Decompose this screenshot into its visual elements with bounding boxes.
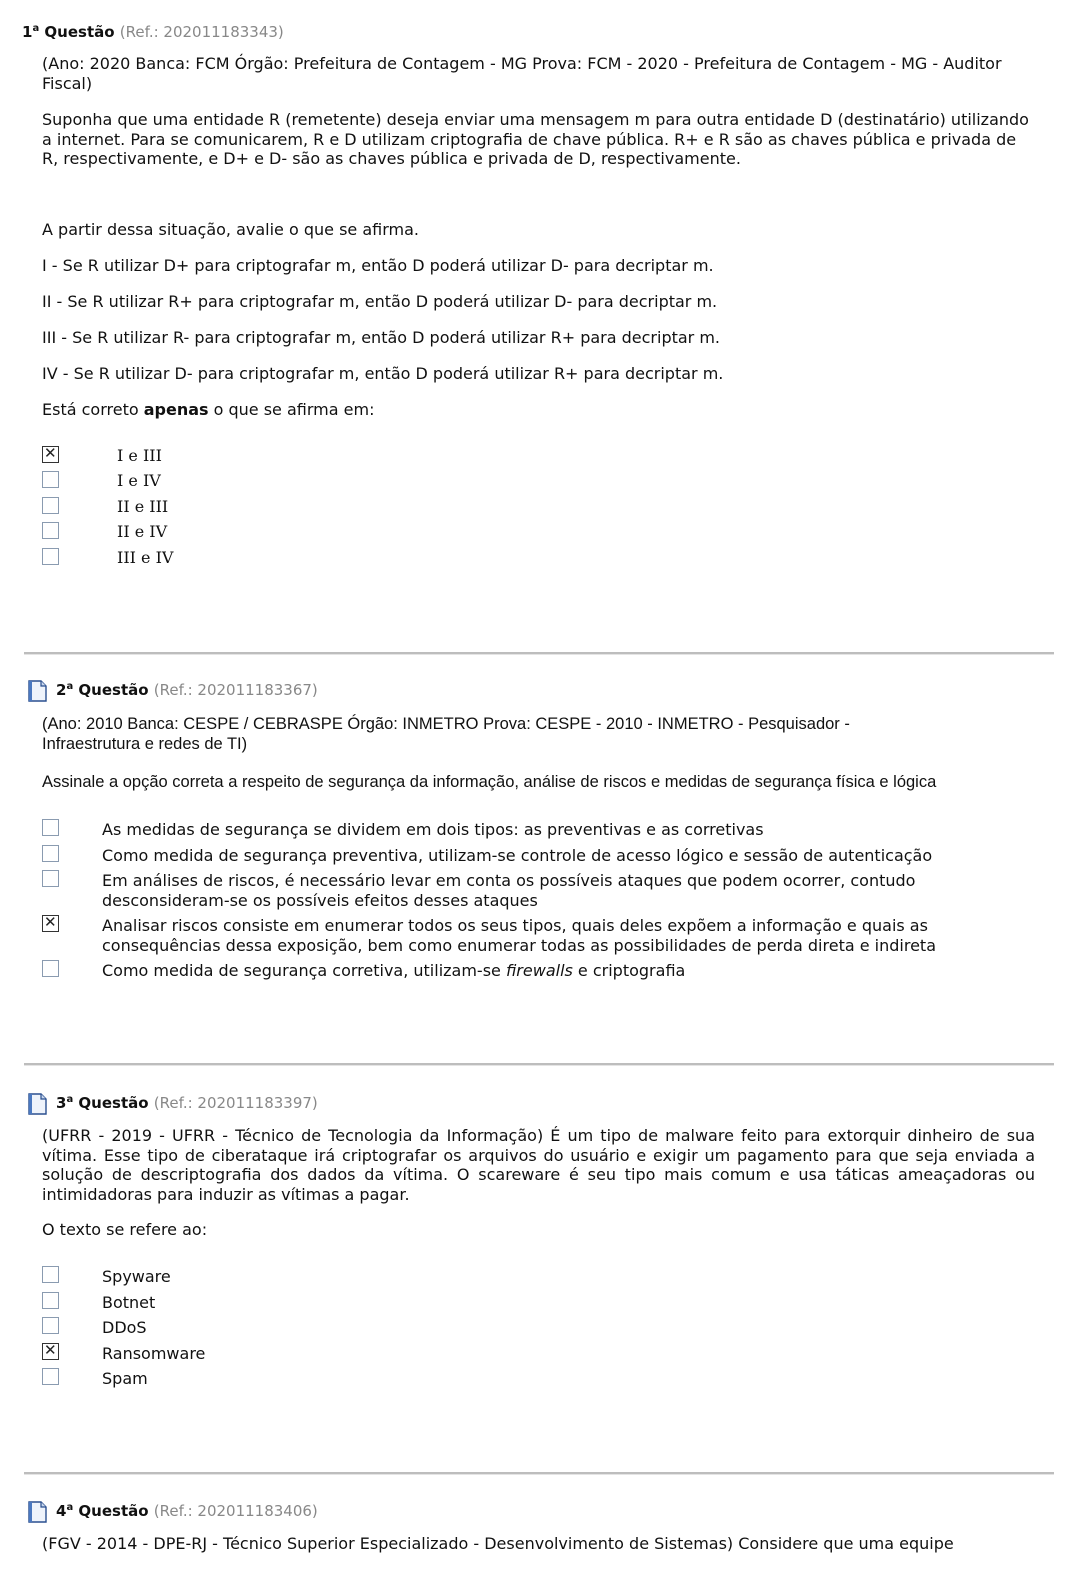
document-icon xyxy=(26,680,48,702)
question-2-option-4-label[interactable]: Analisar riscos consiste em enumerar todos os seus tipos, quais deles expõem a informação e quais as consequências dessa exposição, bem como enumerar todas as possibilidades de perda direta e indireta xyxy=(102,916,936,955)
question-1-option-3-checkbox[interactable] xyxy=(42,497,59,514)
question-1-instruction: A partir dessa situação, avalie o que se afirma. xyxy=(42,220,419,239)
question-3-option-1-label[interactable]: Spyware xyxy=(102,1267,171,1286)
question-3-option-5-checkbox[interactable] xyxy=(42,1368,59,1385)
question-1-assertion-4: IV - Se R utilizar D- para criptografar m, então D poderá utilizar R+ para decriptar m. xyxy=(42,364,724,383)
question-3-option-4-checkbox[interactable] xyxy=(42,1343,59,1360)
question-1-option-4-label[interactable]: II e IV xyxy=(117,522,168,541)
document-icon xyxy=(26,1501,48,1523)
question-3-option-2-checkbox[interactable] xyxy=(42,1292,59,1309)
question-3-instruction: O texto se refere ao: xyxy=(42,1220,208,1239)
question-1-statement: Suponha que uma entidade R (remetente) deseja enviar uma mensagem m para outra entidade D (destinatário) utilizando a internet. Para se comunicarem, R e D utilizam criptografia de chave pública. R+ e R são as chaves pública e privada de R, respectivamente, e D+ e D- são as chaves pública e privada de D, respectivamente. xyxy=(42,110,1029,168)
question-1-assertion-1: I - Se R utilizar D+ para criptografar m, então D poderá utilizar D- para decriptar m. xyxy=(42,256,714,275)
question-3-option-2-label[interactable]: Botnet xyxy=(102,1293,156,1312)
question-1-header: 1$^a$ Questão (Ref.: 202011183343) xyxy=(22,23,284,41)
question-3-option-5-label[interactable]: Spam xyxy=(102,1369,148,1388)
question-1-option-2-label[interactable]: I e IV xyxy=(117,471,161,490)
question-2-header: 2$^a$ Questão (Ref.: 202011183367) xyxy=(56,681,318,699)
question-4-header: 4$^a$ Questão (Ref.: 202011183406) xyxy=(56,1502,318,1520)
question-2-option-1-label[interactable]: As medidas de segurança se dividem em dois tipos: as preventivas e as corretivas xyxy=(102,820,764,839)
question-2-option-3-checkbox[interactable] xyxy=(42,870,59,887)
question-3-option-4-label[interactable]: Ransomware xyxy=(102,1344,206,1363)
question-2-option-3-label[interactable]: Em análises de riscos, é necessário levar em conta os possíveis ataques que podem ocorrer, contudo desconsideram-se os possíveis efeitos desses ataques xyxy=(102,871,916,910)
question-1-option-3-label[interactable]: II e III xyxy=(117,497,169,516)
question-2-ref: (Ref.: 202011183367) xyxy=(153,681,318,699)
question-2-source: (Ano: 2010 Banca: CESPE / CEBRASPE Órgão: INMETRO Prova: CESPE - 2010 - INMETRO - Pesquisador - Infraestrutura e redes de TI) xyxy=(42,715,850,753)
question-1-option-1-label[interactable]: I e III xyxy=(117,446,162,465)
question-1-option-5-checkbox[interactable] xyxy=(42,548,59,565)
question-1-option-5-label[interactable]: III e IV xyxy=(117,548,174,567)
question-3-ref: (Ref.: 202011183397) xyxy=(153,1094,318,1112)
question-2-option-5-label[interactable]: Como medida de segurança corretiva, utilizam-se firewalls e criptografia xyxy=(102,961,686,980)
question-2-statement: Assinale a opção correta a respeito de segurança da informação, análise de riscos e medidas de segurança física e lógica xyxy=(42,773,937,791)
question-2-option-2-label[interactable]: Como medida de segurança preventiva, utilizam-se controle de acesso lógico e sessão de autenticação xyxy=(102,846,933,865)
question-3-option-3-checkbox[interactable] xyxy=(42,1317,59,1334)
question-1-ref: (Ref.: 202011183343) xyxy=(119,23,284,41)
question-2-option-2-checkbox[interactable] xyxy=(42,845,59,862)
question-1-option-2-checkbox[interactable] xyxy=(42,471,59,488)
separator xyxy=(24,1472,1054,1475)
question-1-source: (Ano: 2020 Banca: FCM Órgão: Prefeitura de Contagem - MG Prova: FCM - 2020 - Prefeitura de Contagem - MG - Auditor Fiscal) xyxy=(42,54,1002,93)
question-2-option-4-checkbox[interactable] xyxy=(42,915,59,932)
question-3-statement: (UFRR - 2019 - UFRR - Técnico de Tecnologia da Informação) É um tipo de malware feito para extorquir dinheiro de sua vítima. Esse tipo de ciberataque irá criptografar os arquivos do usuário e exigir um pagamento para que seja enviada a solução de descriptografia dos dados da vítima. O scareware é seu tipo mais comum e usa táticas ameaçadoras ou intimidadoras para induzir as vítimas a pagar. xyxy=(42,1126,1035,1204)
question-1-assertion-3: III - Se R utilizar R- para criptografar m, então D poderá utilizar R+ para decriptar m. xyxy=(42,328,721,347)
question-2-option-1-checkbox[interactable] xyxy=(42,819,59,836)
question-3-option-1-checkbox[interactable] xyxy=(42,1266,59,1283)
document-icon xyxy=(26,1093,48,1115)
question-1-prompt: Está correto apenas o que se afirma em: xyxy=(42,400,375,419)
separator xyxy=(24,652,1054,655)
question-1-assertion-2: II - Se R utilizar R+ para criptografar m, então D poderá utilizar D- para decriptar m. xyxy=(42,292,718,311)
question-1-option-4-checkbox[interactable] xyxy=(42,522,59,539)
question-4-statement: (FGV - 2014 - DPE-RJ - Técnico Superior Especializado - Desenvolvimento de Sistemas) Considere que uma equipe xyxy=(42,1534,954,1553)
separator xyxy=(24,1063,1054,1066)
question-3-header: 3$^a$ Questão (Ref.: 202011183397) xyxy=(56,1094,318,1112)
question-3-option-3-label[interactable]: DDoS xyxy=(102,1318,147,1337)
question-2-option-5-checkbox[interactable] xyxy=(42,960,59,977)
question-1-option-1-checkbox[interactable] xyxy=(42,446,59,463)
question-4-ref: (Ref.: 202011183406) xyxy=(153,1502,318,1520)
